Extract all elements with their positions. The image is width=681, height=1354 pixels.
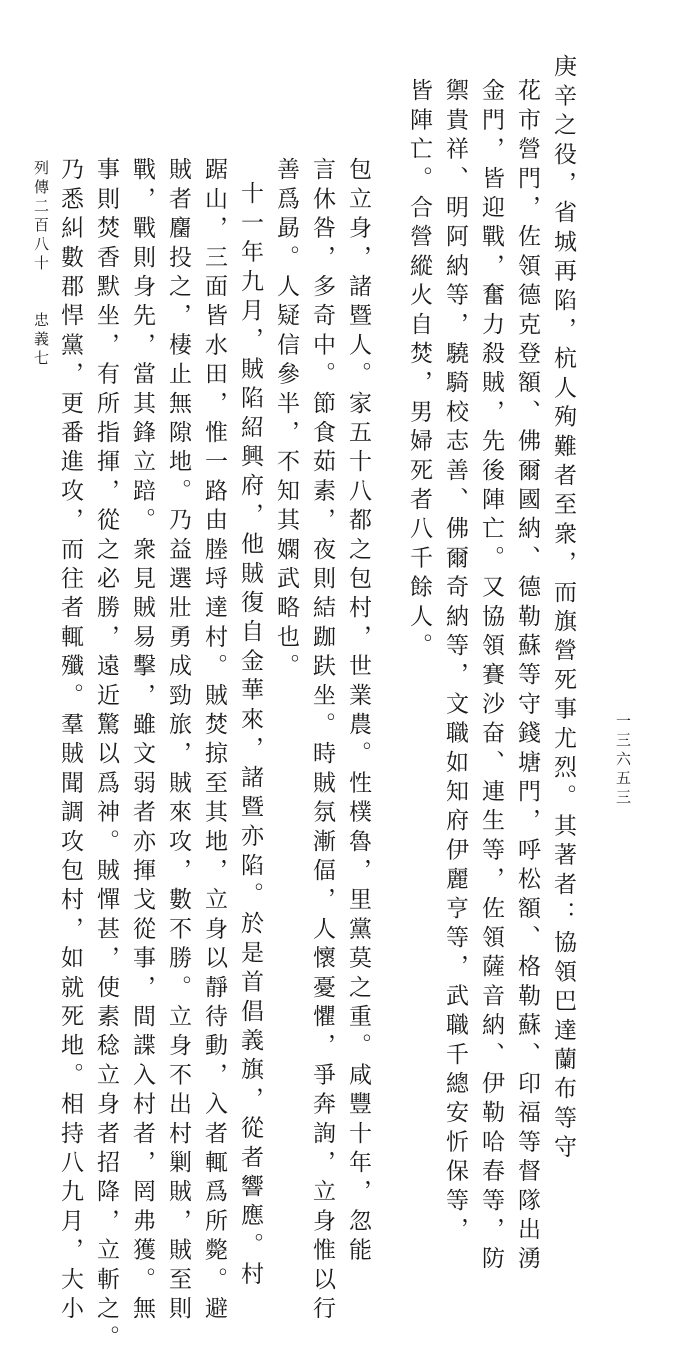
- text-column-13: 事則焚香默坐，有所指揮，從之必勝，遠近驚以爲神。賊憚甚，使素稔立身者招降，立斬之。: [93, 157, 119, 1354]
- text-column-4: 禦貴祥、明阿納等，驍騎校志善、佛爾奇納等，文職如知府伊麗亨等，武職千總安忻保等，: [442, 78, 468, 1246]
- text-column-8: 善爲勗。人疑信參半，不知其嫻武略也。: [273, 157, 299, 683]
- text-column-1: 庚辛之役，省城再陷，杭人殉難者至衆，而旗營死事尤烈。其著者：協領巴達蘭布等守: [550, 54, 576, 1164]
- text-column-2: 花市營門，佐領德克登額、佛爾國納、德勒蘇等守錢塘門，呼松額、格勒蘇、印福等督隊出湧: [514, 78, 540, 1276]
- text-column-5: 皆陣亡。合營縱火自焚，男婦死者八千餘人。: [406, 78, 432, 662]
- text-column-7: 言休咎，多奇中。節食茹素，夜則結跏趺坐。時賊氛漸偪，人懷憂懼，爭奔詢，立身惟以行: [309, 157, 335, 1325]
- text-column-11: 賊者麕投之，棲止無隙地。乃益選壯勇成勁旅，賊來攻，數不勝。立身不出村剿賊，賊至則: [165, 157, 191, 1325]
- page-number: 一三六五三: [614, 713, 632, 808]
- running-head-section: 列傳二百八十: [32, 160, 50, 274]
- text-column-6: 包立身，諸暨人。家五十八都之包村，世業農。性樸魯，里黨莫之重。咸豐十年，忽能: [345, 157, 371, 1267]
- text-column-3: 金門，皆迎戰，奮力殺賊，先後陣亡。又協領賽沙奋、連生等，佐領薩音納、伊勒哈春等，防: [478, 78, 504, 1276]
- text-column-12: 戰，戰則身先，當其鋒立踣。衆見賊易擊，雖文弱者亦揮戈從事，間諜入村者，罔弗獲。無: [129, 157, 155, 1325]
- text-column-9: 十一年九月，賊陷紹興府，他賊復自金華來，諸暨亦陷。於是首倡義旗，從者響應。村: [237, 181, 263, 1291]
- running-head-chapter: 忠義七: [32, 312, 50, 369]
- text-column-14: 乃悉糾數郡悍黨，更番進攻，而往者輒殲。羣賊聞調攻包村，如就死地。相持八九月，大小: [57, 157, 83, 1325]
- text-column-10: 踞山，三面皆水田，惟一路由塍埒達村。賊焚掠至其地，立身以靜待動，入者輒爲所斃。避: [201, 157, 227, 1325]
